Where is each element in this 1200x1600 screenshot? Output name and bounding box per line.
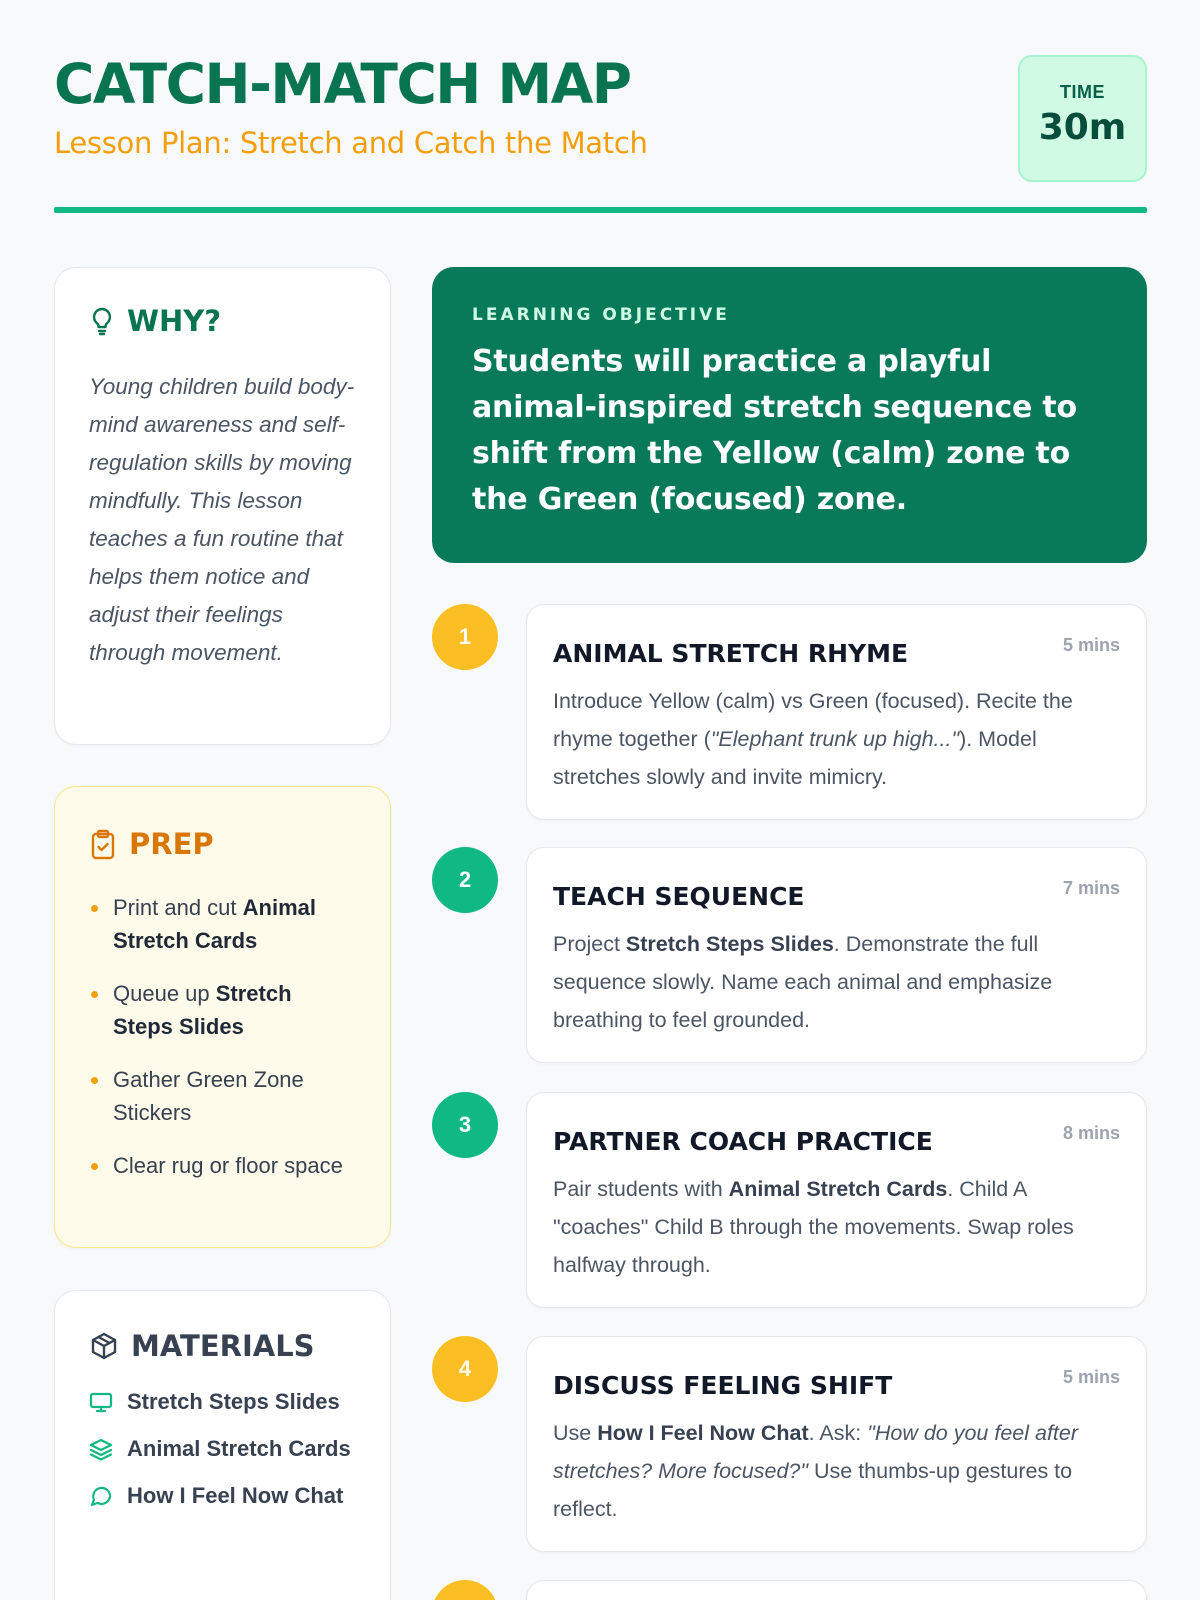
prep-item-text: Queue up [113,981,216,1006]
step-number-badge: 1 [432,604,498,670]
layers-icon [89,1437,113,1461]
why-heading [89,304,356,338]
step-card [526,1580,1147,1600]
package-icon [89,1331,119,1361]
step-duration: 7 mins [1062,878,1120,898]
material-label: How I Feel Now Chat [127,1483,344,1508]
step-text: Project [553,932,626,956]
step-text: . Ask: [808,1421,868,1445]
why-text: Young children build body-mind awareness and self-regulation skills by moving mindfully. This lesson teaches a fun routine that helps them notice and adjust their feelings through movement. [89,374,355,665]
material-label: Animal Stretch Cards [127,1436,351,1461]
why-card [54,267,391,745]
step-duration: 8 mins [1062,1123,1120,1143]
step-text: Use [553,1421,598,1445]
step-bold: Stretch Steps Slides [625,932,834,956]
step-card [526,1092,1147,1308]
objective-text: Students will practice a playful animal-inspired stretch sequence to shift from the Yellow (calm) zone to the Green (focused) zone. [472,344,1077,517]
prep-item-text: Gather Green Zone Stickers [113,1067,304,1125]
step-bold: Animal Stretch Cards [728,1177,948,1201]
page-header [54,52,1147,160]
chat-bubble-icon [89,1484,113,1508]
step-bold: How I Feel Now Chat [597,1421,809,1445]
step-description [553,682,1120,796]
clipboard-check-icon [89,828,117,860]
page-subtitle: Lesson Plan: Stretch and Catch the Match [54,126,648,160]
step-text: ). Model stretches slowly and invite mimicry. [553,727,1037,789]
step-card [526,1336,1147,1552]
prep-item-bold: Stretch Steps Slides [113,981,292,1039]
step-title: DISCUSS FEELING SHIFT [553,1371,893,1400]
step-number-badge: 4 [432,1336,498,1402]
step-title: TEACH SEQUENCE [553,882,805,911]
step-number-badge: 3 [432,1092,498,1158]
step-title: PARTNER COACH PRACTICE [553,1127,933,1156]
time-badge [1018,55,1147,182]
prep-title: PREP [129,827,214,861]
materials-title: MATERIALS [131,1329,315,1363]
step-quote: "Elephant trunk up high..." [710,727,960,751]
why-title: WHY? [127,304,222,338]
step-number-badge [432,1580,498,1600]
material-item [89,1432,356,1465]
time-value: 30m [1038,107,1127,148]
step-description [553,1414,1120,1528]
step-text: . Demonstrate the full sequence slowly. Name each animal and emphasize breathing to feel grounded. [553,932,1053,1032]
materials-heading [89,1329,356,1363]
prep-item-bold: Animal Stretch Cards [113,895,316,953]
material-label: Stretch Steps Slides [127,1389,340,1414]
step-duration: 5 mins [1062,635,1120,655]
prep-item [89,1063,356,1129]
page-title: CATCH-MATCH MAP [54,52,631,116]
step-duration: 5 mins [1062,1367,1120,1387]
prep-list [89,891,356,1182]
prep-card [54,786,391,1248]
materials-list [89,1385,356,1512]
prep-item [89,891,356,957]
prep-item [89,1149,356,1182]
step-text: Pair students with [553,1177,729,1201]
lightbulb-icon [89,306,115,336]
step-card [526,604,1147,820]
monitor-icon [89,1390,113,1414]
step-number-badge: 2 [432,847,498,913]
learning-objective-banner [432,267,1147,563]
step-title: ANIMAL STRETCH RHYME [553,639,909,668]
step-card [526,847,1147,1063]
step-text: Use thumbs-up gestures to reflect. [553,1459,1073,1521]
objective-label: LEARNING OBJECTIVE [472,305,730,325]
step-text: Introduce Yellow (calm) vs Green (focused). Recite the rhyme together ( [553,689,1073,751]
header-divider [54,207,1147,213]
step-text: . Child A "coaches" Child B through the movements. Swap roles halfway through. [553,1177,1074,1277]
step-quote: "How do you feel after stretches? More focused?" [553,1421,1079,1483]
time-label: TIME [1060,82,1105,102]
material-item [89,1479,356,1512]
materials-card [54,1290,391,1600]
step-description [553,925,1120,1039]
prep-item-text: Print and cut [113,895,243,920]
step-description [553,1170,1120,1284]
prep-item-text: Clear rug or floor space [113,1153,343,1178]
material-item [89,1385,356,1418]
prep-heading [89,827,356,861]
prep-item [89,977,356,1043]
